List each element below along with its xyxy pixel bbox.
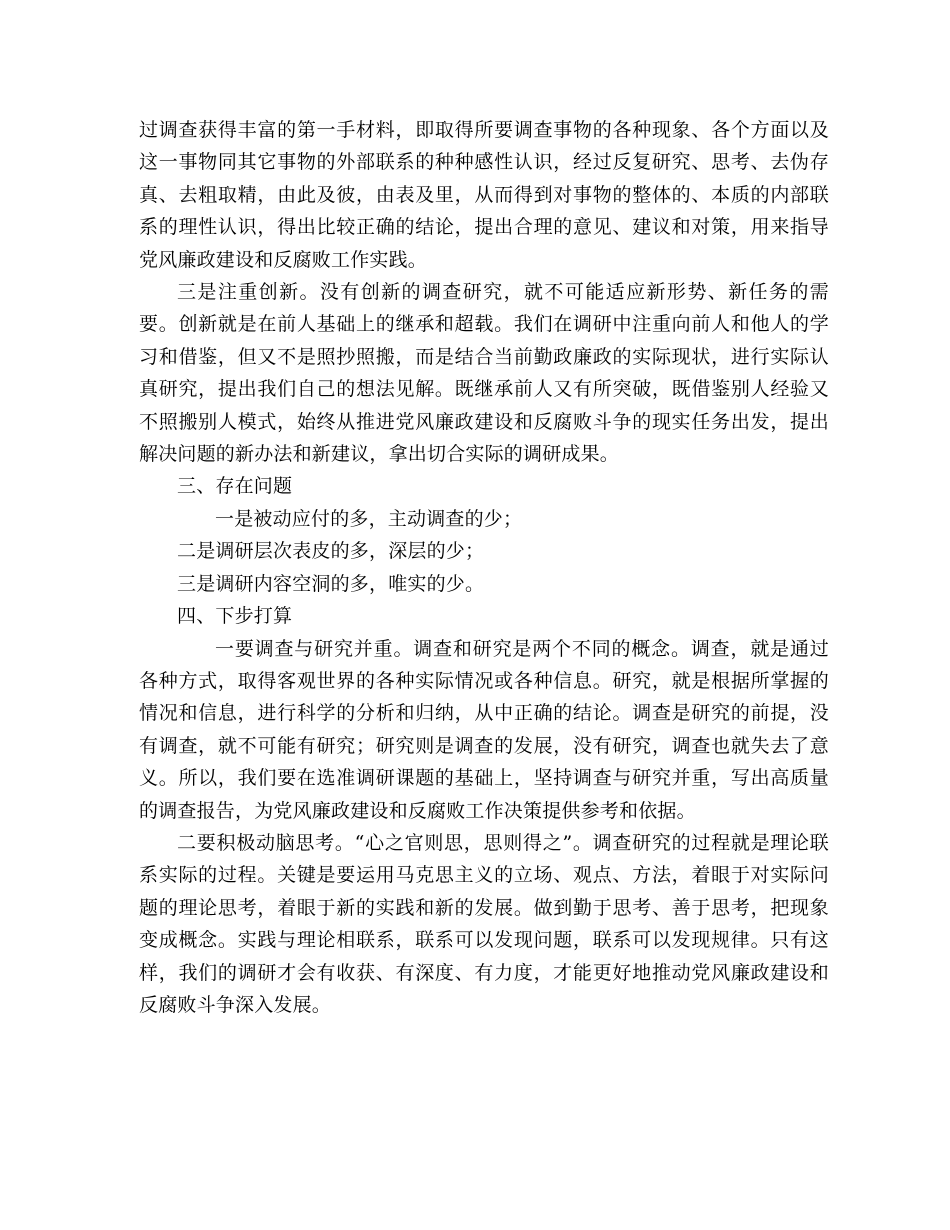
section-heading-problems: 三、存在问题 [177, 475, 293, 498]
problem-item-3: 三是调研内容空洞的多，唯实的少。 [177, 572, 485, 595]
problem-item-1: 一是被动应付的多，主动调查的少； [215, 507, 523, 530]
section-heading-next-steps: 四、下步打算 [177, 605, 293, 628]
problem-item-2: 二是调研层次表皮的多，深层的少； [177, 540, 485, 563]
paragraph-continuation: 过调查获得丰富的第一手材料，即取得所要调查事物的各种现象、各个方面以及这一事物同其它事物的外部联系的种种感性认识，经过反复研究、思考、去伪存真、去粗取精，由此及彼，由表及里，从而得到对事物的整体的、本质的内部联系的理性认识，得出比较正确的结论，提出合理的意见、建议和对策，用来指导党风廉政建设和反腐败工作实践。 [139, 119, 829, 271]
document-body [139, 114, 829, 1021]
next-step-paragraph-2: 二要积极动脑思考。“心之官则思，思则得之”。调查研究的过程就是理论联系实际的过程。关键是要运用马克思主义的立场、观点、方法，着眼于对实际问题的理论思考，着眼于新的实践和新的发展。做到勤于思考、善于思考，把现象变成概念。实践与理论相联系，联系可以发现问题，联系可以发现规律。只有这样，我们的调研才会有收获、有深度、有力度，才能更好地推动党风廉政建设和反腐败斗争深入发展。 [139, 831, 829, 1016]
next-step-paragraph-1: 一要调查与研究并重。调查和研究是两个不同的概念。调查，就是通过各种方式，取得客观世界的各种实际情况或各种信息。研究，就是根据所掌握的情况和信息，进行科学的分析和归纳，从中正确的结论。调查是研究的前提，没有调查，就不可能有研究；研究则是调查的发展，没有研究，调查也就失去了意义。所以，我们要在选准调研课题的基础上，坚持调查与研究并重，写出高质量的调查报告，为党风廉政建设和反腐败工作决策提供参考和依据。 [139, 637, 829, 822]
paragraph-innovation: 三是注重创新。没有创新的调查研究，就不可能适应新形势、新任务的需要。创新就是在前人基础上的继承和超载。我们在调研中注重向前人和他人的学习和借鉴，但又不是照抄照搬，而是结合当前勤政廉政的实际现状，进行实际认真研究，提出我们自己的想法见解。既继承前人又有所突破，既借鉴别人经验又不照搬别人模式，始终从推进党风廉政建设和反腐败斗争的现实任务出发，提出解决问题的新办法和新建议，拿出切合实际的调研成果。 [139, 281, 829, 466]
